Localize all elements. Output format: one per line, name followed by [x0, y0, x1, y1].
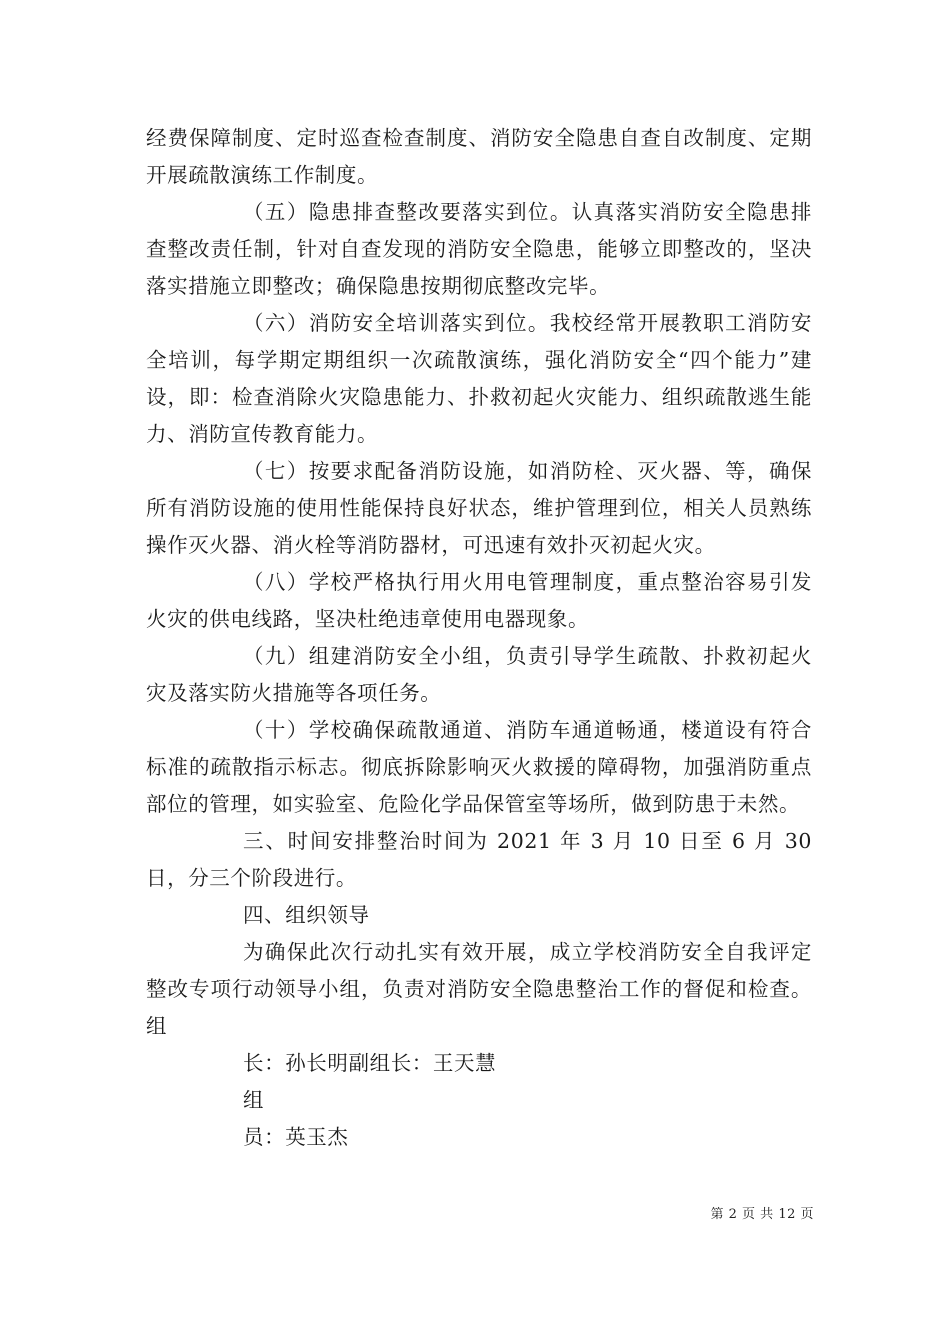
paragraph-item-9: （九）组建消防安全小组，负责引导学生疏散、扑救初起火灾及落实防火措施等各项任务。	[146, 644, 812, 705]
paragraph-organization: 为确保此次行动扎实有效开展，成立学校消防安全自我评定整改专项行动领导小组，负责对消防安全隐患整治工作的督促和检查。组	[146, 940, 812, 1038]
roster-leader-line: 长：孙长明副组长：王天慧	[243, 1051, 497, 1075]
page-number-footer: 第 2 页 共 12 页	[710, 1207, 814, 1222]
document-body	[146, 120, 812, 1156]
paragraph-item-6: （六）消防安全培训落实到位。我校经常开展教职工消防安全培训，每学期定期组织一次疏散演练，强化消防安全“四个能力”建设，即：检查消除火灾隐患能力、扑救初起火灾能力、组织疏散逃生能力、消防宣传教育能力。	[146, 311, 812, 446]
roster-member-line: 员：英玉杰	[243, 1125, 349, 1149]
section-heading-organization: 四、组织领导	[243, 903, 370, 927]
paragraph-item-5: （五）隐患排查整改要落实到位。认真落实消防安全隐患排查整改责任制，针对自查发现的消防安全隐患，能够立即整改的，坚决落实措施立即整改；确保隐患按期彻底整改完毕。	[146, 200, 812, 298]
paragraph-item-10: （十）学校确保疏散通道、消防车通道畅通，楼道设有符合标准的疏散指示标志。彻底拆除影响灭火救援的障碍物，加强消防重点部位的管理，如实验室、危险化学品保管室等场所，做到防患于未然。	[146, 718, 812, 816]
paragraph-item-8: （八）学校严格执行用火用电管理制度，重点整治容易引发火灾的供电线路，坚决杜绝违章使用电器现象。	[146, 570, 812, 631]
paragraph-continuation: 经费保障制度、定时巡查检查制度、消防安全隐患自查自改制度、定期开展疏散演练工作制度。	[146, 126, 812, 187]
roster-member-label: 组	[243, 1088, 265, 1112]
paragraph-item-7: （七）按要求配备消防设施，如消防栓、灭火器、等，确保所有消防设施的使用性能保持良好状态，维护管理到位，相关人员熟练操作灭火器、消火栓等消防器材，可迅速有效扑灭初起火灾。	[146, 459, 812, 557]
section-schedule: 三、时间安排整治时间为 2021 年 3 月 10 日至 6 月 30 日，分三个阶段进行。	[146, 829, 812, 890]
